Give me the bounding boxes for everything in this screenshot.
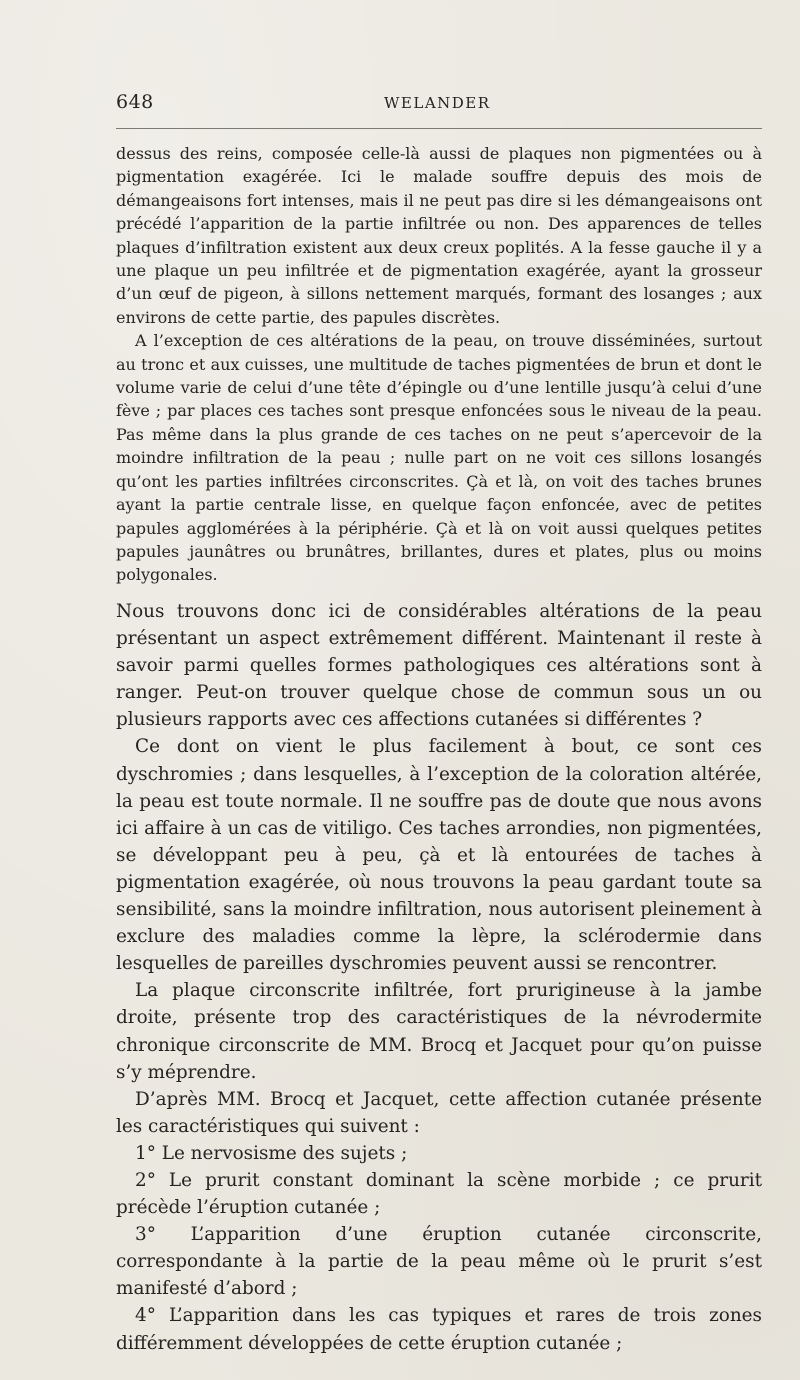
list-item: 4° L’apparition dans les cas typiques et rares de trois zones différemment développées de cette éruption cutanée ; [116, 1305, 762, 1354]
paragraph: La plaque circonscrite infiltrée, fort prurigineuse à la jambe droite, présente trop des caractéristiques de la névrodermite chronique circonscrite de MM. Brocq et Jacquet pour qu’on puisse s’y méprendre. [116, 980, 762, 1083]
list-item: 3° L’apparition d’une éruption cutanée circonscrite, correspondante à la partie de la peau même où le prurit s’est manifesté d’abord ; [116, 1224, 762, 1300]
list-item: 2° Le prurit constant dominant la scène morbide ; ce prurit précède l’éruption cutanée ; [116, 1169, 762, 1219]
list-item: 1° Le nervosisme des sujets ; [135, 1142, 408, 1164]
paragraph: dessus des reins, composée celle-là aussi de plaques non pigmentées ou à pigmentation exagérée. Ici le malade souffre depuis des mois de démangeaisons fort intenses, mais il ne peut pas dire si les démangeaisons ont précédé l’apparition de la partie infiltrée ou non. Des apparences de telles plaques d’infiltration existent aux deux creux poplités. A la fesse gauche il y a une plaque un peu infiltrée et de pigmentation exagérée, ayant la grosseur d’un œuf de pigeon, à sillons nettement marqués, formant des losanges ; aux environs de cette partie, des papules discrètes. [116, 144, 762, 327]
running-head: WELANDER [384, 94, 491, 112]
discussion-text [116, 598, 762, 1357]
page-header [116, 91, 762, 117]
paragraph: D’après MM. Brocq et Jacquet, cette affection cutanée présente les caractéristiques qui suivent : [116, 1088, 762, 1137]
paragraph: Ce dont on vient le plus facilement à bout, ce sont ces dyschromies ; dans lesquelles, à l’exception de la coloration altérée, la peau est toute normale. Il ne souffre pas de doute que nous avons ici affaire à un cas de vitiligo. Ces taches arrondies, non pigmentées, se développant peu à peu, çà et là entourées de taches à pigmentation exagérée, où nous trouvons la peau gardant toute sa sensibilité, sans la moindre infiltration, nous autorisent pleinement à exclure des maladies comme la lèpre, la sclérodermie dans lesquelles de pareilles dyschromies peuvent aussi se rencontrer. [116, 736, 762, 975]
header-rule [116, 128, 762, 129]
paragraph: Nous trouvons donc ici de considérables altérations de la peau présentant un aspect extrêmement différent. Maintenant il reste à savoir parmi quelles formes pathologiques ces altérations sont à ranger. Peut-on trouver quelque chose de commun sous un ou plusieurs rapports avec ces affections cutanées si différentes ? [116, 601, 762, 731]
paragraph: A l’exception de ces altérations de la peau, on trouve disséminées, surtout au tronc et aux cuisses, une multitude de taches pigmentées de brun et dont le volume varie de celui d’une tête d’épingle ou d’une lentille jusqu’à celui d’une fève ; par places ces taches sont presque enfoncées sous le niveau de la peau. Pas même dans la plus grande de ces taches on ne peut s’apercevoir de la moindre infiltration de la peau ; nulle part on ne voit ces sillons losangés qu’ont les parties infiltrées circonscrites. Çà et là, on voit des taches brunes ayant la partie centrale lisse, en quelque façon enfoncée, avec de petites papules agglomérées à la périphérie. Çà et là on voit aussi quelques petites papules jaunâtres ou brunâtres, brillantes, dures et plates, plus ou moins polygonales. [116, 331, 762, 585]
page-number: 648 [116, 91, 154, 113]
case-description-text [116, 142, 762, 587]
